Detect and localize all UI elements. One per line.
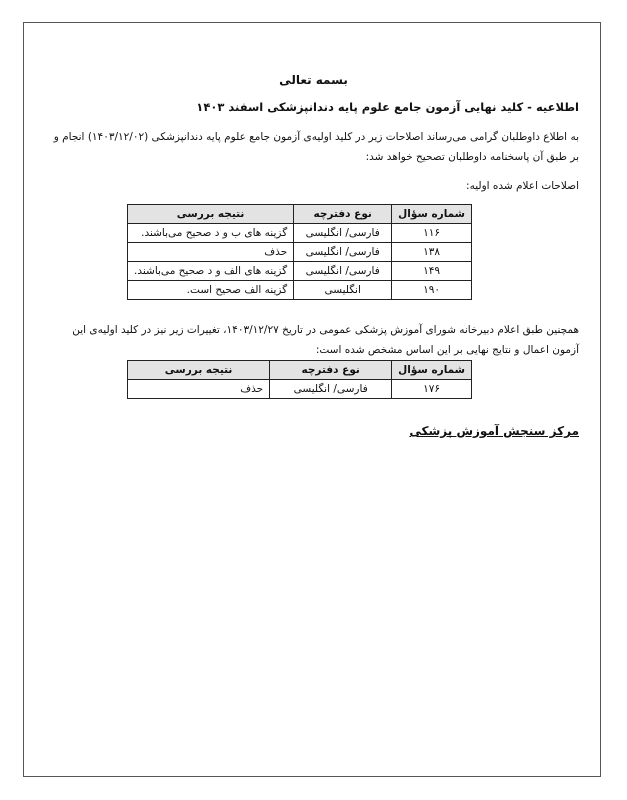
second-paragraph: همچنین طبق اعلام دبیرخانه شورای آموزش پزشکی عمومی در تاریخ ۱۴۰۳/۱۲/۲۷، تغییرات زیر نیز در کلید اولیه‌ی این آزمون اعمال و نتایج نهایی بر این اساس مشخص شده است: (72, 324, 579, 356)
cell-question-number: ۱۷۶ (392, 380, 472, 399)
table-header-row (128, 361, 472, 380)
table-header-row (128, 205, 472, 224)
cell-booklet-type: فارسی/ انگلیسی (294, 262, 392, 281)
cell-question-number: ۱۹۰ (392, 281, 472, 300)
table-row (128, 224, 472, 243)
cell-review-result: گزینه الف صحیح است. (128, 281, 294, 300)
cell-review-result: حذف (128, 243, 294, 262)
cell-review-result: حذف (128, 380, 270, 399)
table-row (128, 262, 472, 281)
table-row (128, 243, 472, 262)
initial-corrections-label: اصلاحات اعلام شده اولیه: (466, 180, 579, 192)
cell-question-number: ۱۳۸ (392, 243, 472, 262)
final-changes-table (127, 360, 472, 399)
cell-review-result: گزینه های الف و د صحیح می‌باشند. (128, 262, 294, 281)
cell-question-number: ۱۴۹ (392, 262, 472, 281)
issuing-organization: مرکز سنجش آموزش پزشکی (409, 424, 579, 438)
page-top-title: بسمه تعالی (279, 73, 348, 87)
initial-corrections-table (127, 204, 472, 300)
cell-review-result: گزینه های ب و د صحیح می‌باشند. (128, 224, 294, 243)
table-row (128, 281, 472, 300)
cell-booklet-type: فارسی/ انگلیسی (294, 243, 392, 262)
header-question-number: شماره سؤال (392, 361, 472, 380)
cell-booklet-type: انگلیسی (294, 281, 392, 300)
header-booklet-type: نوع دفترچه (294, 205, 392, 224)
cell-question-number: ۱۱۶ (392, 224, 472, 243)
intro-paragraph: به اطلاع داوطلبان گرامی می‌رساند اصلاحات زیر در کلید اولیه‌ی آزمون جامع علوم پایه دندانپزشکی (۱۴۰۳/۱۲/۰۲) انجام و بر طبق آن پاسخنامه داوطلبان تصحیح خواهد شد: (53, 131, 579, 163)
header-booklet-type: نوع دفترچه (270, 361, 392, 380)
header-question-number: شماره سؤال (392, 205, 472, 224)
header-review-result: نتیجه بررسی (128, 205, 294, 224)
cell-booklet-type: فارسی/ انگلیسی (270, 380, 392, 399)
cell-booklet-type: فارسی/ انگلیسی (294, 224, 392, 243)
header-review-result: نتیجه بررسی (128, 361, 270, 380)
table-row (128, 380, 472, 399)
announcement-heading: اطلاعیه - کلید نهایی آزمون جامع علوم پایه دندانپزشکی اسفند ۱۴۰۳ (196, 100, 579, 114)
